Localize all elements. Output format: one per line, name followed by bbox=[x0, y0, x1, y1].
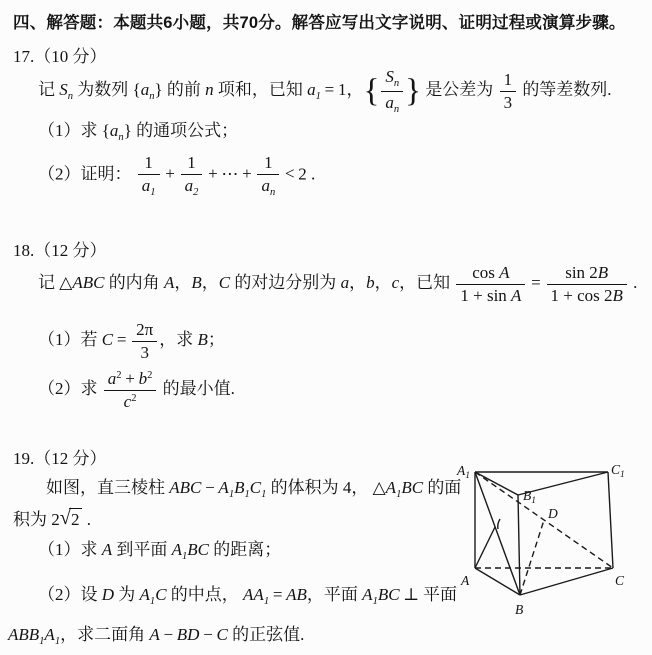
radical-sign: √ bbox=[59, 507, 71, 529]
subscript: 1 bbox=[372, 596, 378, 607]
fraction-denominator bbox=[104, 391, 157, 412]
math-token: $b^2$ bbox=[138, 369, 153, 388]
math-token: 2 bbox=[298, 164, 307, 184]
math-token: = bbox=[116, 329, 127, 349]
math-token: 的面 bbox=[423, 478, 462, 497]
math-token: $a_n$ bbox=[261, 175, 276, 198]
vertex-label-A1: $A_1$ bbox=[457, 463, 470, 481]
fraction-numerator bbox=[547, 263, 627, 285]
math-token: sin 2 bbox=[565, 263, 598, 282]
math-token: . bbox=[306, 164, 316, 184]
math-token: 的最小值. bbox=[158, 378, 235, 398]
edge-B-C bbox=[520, 568, 613, 595]
fraction-numerator bbox=[500, 70, 517, 92]
vertex-label-C: C bbox=[615, 573, 625, 588]
math-token: 1 + cos 2 bbox=[550, 285, 613, 305]
math-token: ABC bbox=[72, 272, 105, 292]
math-token: $a^2$ bbox=[107, 369, 122, 388]
fraction bbox=[547, 263, 627, 305]
fraction-numerator bbox=[257, 153, 279, 175]
math-token: B bbox=[612, 285, 623, 305]
problem-18-part2 bbox=[38, 369, 235, 411]
math-token: ，求 bbox=[159, 329, 198, 349]
math-token: − bbox=[163, 625, 174, 644]
math-token: 的正弦值. bbox=[227, 625, 305, 644]
math-token: 1 bbox=[503, 70, 513, 89]
subscript: n bbox=[393, 78, 400, 89]
math-token: $a_1$ bbox=[141, 175, 156, 198]
fraction bbox=[257, 153, 279, 198]
math-token: 的距离； bbox=[209, 540, 282, 559]
radicand bbox=[69, 508, 83, 532]
math-token: A bbox=[511, 285, 522, 305]
math-token: BC bbox=[401, 478, 424, 497]
subscript: n bbox=[149, 90, 155, 102]
problem-19-intro-line1 bbox=[46, 477, 461, 501]
math-token: （1）若 bbox=[38, 329, 102, 349]
fraction-denominator bbox=[381, 92, 403, 116]
math-token: 项和，已知 bbox=[213, 79, 308, 99]
subscript: 1 bbox=[39, 636, 45, 647]
math-token: BC bbox=[377, 585, 400, 604]
subscript: 1 bbox=[263, 596, 270, 607]
math-token: ⋯ bbox=[221, 164, 239, 184]
math-token: ， bbox=[374, 272, 392, 292]
math-token: } 的前 bbox=[154, 79, 206, 99]
problem-18-part1 bbox=[38, 320, 225, 362]
diagonal-A1-B bbox=[475, 472, 520, 595]
subscript: 1 bbox=[396, 489, 402, 500]
math-token: B bbox=[191, 272, 202, 292]
perpendicular-foot-mark bbox=[498, 519, 500, 529]
vertex-label-C1: $C_1$ bbox=[611, 462, 625, 480]
fraction-numerator bbox=[181, 153, 203, 175]
diagonal-A1-C-hidden bbox=[475, 472, 613, 568]
math-token: ， bbox=[201, 272, 219, 292]
math-token: 到平面 bbox=[112, 540, 172, 559]
math-token: A bbox=[163, 272, 175, 292]
segment-A-foot bbox=[475, 527, 495, 568]
fraction-denominator bbox=[181, 175, 203, 199]
vertex-label-A: A bbox=[461, 573, 470, 588]
subscript: n bbox=[393, 103, 400, 115]
subscript: 1 bbox=[182, 551, 188, 562]
math-token: 1 + sin bbox=[460, 285, 512, 305]
math-token: C bbox=[155, 585, 167, 604]
math-token: ， bbox=[346, 79, 364, 99]
fraction-denominator bbox=[257, 175, 279, 199]
math-token: $c^2$ bbox=[123, 391, 137, 411]
superscript: 2 bbox=[131, 392, 137, 404]
fraction bbox=[132, 320, 157, 362]
math-token: 记 △ bbox=[38, 272, 73, 292]
math-token: BC bbox=[187, 540, 210, 559]
vertex-label-B1: $B_1$ bbox=[523, 488, 536, 506]
math-token: + bbox=[208, 164, 218, 184]
fraction bbox=[500, 70, 517, 112]
math-token: B bbox=[197, 329, 208, 349]
math-token: A bbox=[499, 263, 510, 282]
fraction-denominator bbox=[132, 342, 157, 363]
edge-B1-B bbox=[518, 495, 520, 595]
subscript: 1 bbox=[315, 90, 321, 102]
math-token: $AA_1$ bbox=[243, 585, 270, 607]
math-token: 为 bbox=[114, 585, 140, 604]
math-token: = bbox=[272, 585, 283, 604]
fraction-numerator bbox=[132, 320, 157, 342]
fraction-denominator bbox=[138, 175, 160, 199]
subscript: n bbox=[67, 90, 74, 102]
math-token: − bbox=[205, 478, 215, 497]
math-token: . bbox=[82, 510, 91, 529]
math-token: 如图，直三棱柱 bbox=[46, 478, 170, 497]
math-token: ，平面 bbox=[306, 585, 363, 604]
math-token: 是公差为 bbox=[421, 79, 498, 99]
math-token: C bbox=[216, 625, 228, 644]
math-token: 1 bbox=[144, 153, 153, 172]
subscript: 1 bbox=[150, 186, 156, 198]
math-token: 1 bbox=[264, 153, 273, 172]
math-token: 的内角 bbox=[104, 272, 164, 292]
fraction-numerator bbox=[456, 263, 525, 285]
edge-C1-C bbox=[608, 472, 613, 568]
math-token: 平面 bbox=[423, 585, 458, 604]
math-token: { bbox=[363, 71, 380, 109]
math-token: $A_1$ bbox=[385, 478, 402, 500]
math-token: $S_n$ bbox=[59, 79, 74, 102]
problem-19-part2-line2 bbox=[8, 624, 304, 648]
fraction-numerator bbox=[381, 67, 403, 92]
math-token: 1 bbox=[187, 153, 196, 172]
problem-19-number: 19.（12 分） bbox=[13, 449, 107, 468]
math-token: = bbox=[531, 272, 541, 292]
math-token: + bbox=[165, 164, 175, 184]
problem-17-intro bbox=[38, 67, 612, 115]
math-token: $a_2$ bbox=[184, 175, 199, 198]
math-token: $a_1$ bbox=[307, 79, 321, 102]
math-token: $A_1$ bbox=[44, 625, 61, 647]
fraction-numerator bbox=[104, 369, 157, 391]
segment-B-D-hidden bbox=[520, 520, 544, 595]
problem-17-part2 bbox=[38, 153, 315, 198]
math-token: } 的通项公式； bbox=[123, 121, 239, 140]
subscript: n bbox=[118, 132, 124, 143]
problem-19-part2-line1 bbox=[38, 584, 457, 608]
math-token: ，求二面角 bbox=[60, 625, 150, 644]
point-label-D: D bbox=[548, 506, 558, 521]
fraction bbox=[381, 67, 403, 115]
problem-17-part1 bbox=[38, 120, 238, 144]
superscript: 2 bbox=[147, 370, 153, 382]
math-token: b bbox=[366, 272, 375, 292]
math-token: cos bbox=[472, 263, 500, 282]
math-token: . bbox=[628, 272, 638, 292]
fraction-denominator bbox=[547, 285, 627, 306]
problem-18-intro bbox=[38, 263, 637, 305]
math-token: BD bbox=[176, 625, 200, 644]
math-token: $B_1$ bbox=[234, 478, 250, 500]
math-token: （2）设 bbox=[38, 585, 102, 604]
edge-B1-C1 bbox=[518, 472, 608, 495]
math-token: $a_n$ bbox=[140, 79, 155, 102]
math-token: C bbox=[218, 272, 231, 292]
math-token: + bbox=[242, 164, 252, 184]
superscript: 2 bbox=[116, 370, 122, 382]
subscript: 2 bbox=[193, 186, 199, 198]
math-token: ， bbox=[349, 272, 367, 292]
square-root bbox=[60, 508, 83, 532]
math-token: 的等差数列. bbox=[518, 79, 612, 99]
math-token: $S_n$ bbox=[385, 67, 400, 89]
math-token: 的对边分别为 bbox=[230, 272, 341, 292]
section-header: 四、解答题：本题共6小题，共70分。解答应写出文字说明、证明过程或演算步骤。 bbox=[13, 14, 626, 32]
fraction bbox=[138, 153, 160, 198]
math-token: } bbox=[405, 71, 422, 109]
math-token: B bbox=[597, 263, 609, 282]
math-token: $ABB_1$ bbox=[8, 625, 45, 647]
subscript: 1 bbox=[228, 489, 235, 500]
math-token: （2）证明： bbox=[38, 164, 136, 184]
math-token: 2π bbox=[136, 320, 154, 339]
math-token: n bbox=[205, 79, 214, 99]
math-token: ； bbox=[207, 329, 225, 349]
prism-figure bbox=[452, 444, 652, 636]
math-token: c bbox=[391, 272, 400, 292]
vertex-label-B: B bbox=[515, 602, 524, 617]
fraction-numerator bbox=[138, 153, 160, 175]
fraction-denominator bbox=[500, 92, 517, 113]
fraction bbox=[456, 263, 525, 305]
math-token: $a_n$ bbox=[109, 121, 124, 143]
math-token: $a_n$ bbox=[385, 92, 400, 115]
math-token: （1）求 { bbox=[38, 121, 110, 140]
fraction-denominator bbox=[456, 285, 525, 306]
subscript: n bbox=[269, 186, 276, 198]
math-token: 的中点， bbox=[166, 585, 244, 604]
math-token: ABC bbox=[169, 478, 202, 497]
problem-17-number: 17.（10 分） bbox=[13, 47, 107, 66]
math-token: D bbox=[101, 585, 115, 604]
edge-A-B bbox=[475, 568, 520, 595]
math-token: ，已知 bbox=[399, 272, 455, 292]
math-token: 3 bbox=[140, 342, 149, 362]
fraction bbox=[181, 153, 203, 198]
math-token: $A_1$ bbox=[139, 585, 156, 607]
problem-19-part1 bbox=[38, 539, 281, 563]
subscript: 1 bbox=[54, 636, 61, 647]
math-token: AB bbox=[286, 585, 307, 604]
math-token: = bbox=[324, 79, 335, 99]
math-token: ⊥ bbox=[403, 585, 420, 604]
subscript: 1 bbox=[244, 489, 250, 500]
math-token: 积为 2 bbox=[13, 510, 60, 529]
math-token: （2）求 bbox=[38, 378, 102, 398]
fraction bbox=[104, 369, 157, 411]
math-token: 的体积为 4， △ bbox=[266, 478, 386, 497]
math-token: 记 bbox=[38, 79, 60, 99]
math-token: A bbox=[101, 540, 113, 559]
math-token: $A_1$ bbox=[218, 478, 235, 500]
subscript: 1 bbox=[261, 489, 267, 500]
subscript: 1 bbox=[149, 596, 156, 607]
math-token: A bbox=[149, 625, 160, 644]
math-token: < bbox=[284, 164, 295, 184]
math-token: 为数列 { bbox=[73, 79, 141, 99]
math-token: $A_1$ bbox=[362, 585, 378, 607]
math-token: 1 bbox=[337, 79, 347, 99]
math-token: 2 bbox=[70, 510, 80, 529]
math-token: 3 bbox=[503, 92, 513, 112]
math-token: （1）求 bbox=[38, 540, 102, 559]
math-token: $C_1$ bbox=[249, 478, 267, 500]
math-token: $A_1$ bbox=[171, 540, 188, 562]
math-token: ， bbox=[174, 272, 192, 292]
math-token: a bbox=[340, 272, 350, 292]
math-token: − bbox=[203, 625, 213, 644]
problem-18-number: 18.（12 分） bbox=[13, 241, 107, 260]
math-token: + bbox=[125, 369, 135, 388]
problem-19-intro-line2 bbox=[13, 508, 91, 532]
math-token: C bbox=[101, 329, 114, 349]
